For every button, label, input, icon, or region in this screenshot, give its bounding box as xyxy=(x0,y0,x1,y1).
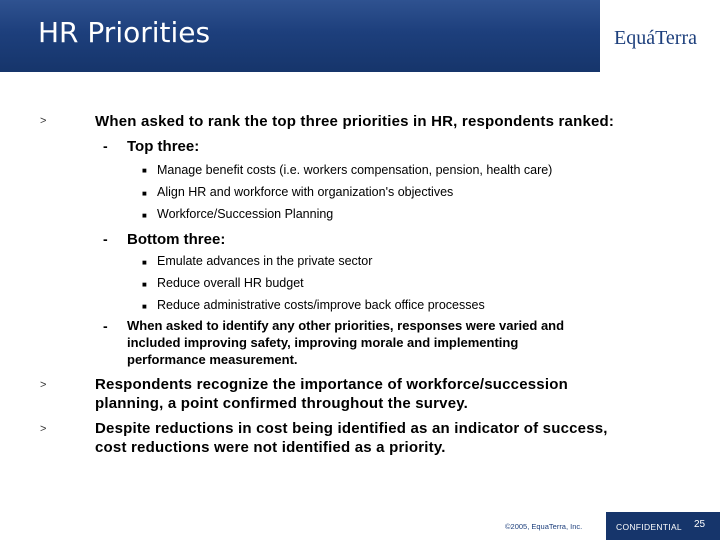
copyright-text: ©2005, EquaTerra, Inc. xyxy=(505,522,583,531)
square-marker: ■ xyxy=(142,211,147,220)
list-item: Reduce overall HR budget xyxy=(157,276,304,290)
slide-title: HR Priorities xyxy=(38,16,211,49)
square-marker: ■ xyxy=(142,280,147,289)
sub-bullet-text: performance measurement. xyxy=(127,352,298,367)
bullet-text: cost reductions were not identified as a priority. xyxy=(95,439,446,456)
list-item: Emulate advances in the private sector xyxy=(157,254,373,268)
list-item: Align HR and workforce with organization's objectives xyxy=(157,185,454,199)
page-number: 25 xyxy=(694,519,706,530)
logo-text: EquáTerra xyxy=(614,27,697,49)
sub-bullet-marker: - xyxy=(103,318,108,334)
bullet-marker: > xyxy=(40,379,47,391)
sub-bullet-text: included improving safety, improving morale and implementing xyxy=(127,335,519,350)
sub-bullet-label: Top three: xyxy=(127,138,200,155)
sub-bullet-text: When asked to identify any other priorities, responses were varied and xyxy=(127,318,565,333)
square-marker: ■ xyxy=(142,302,147,311)
bullet-text: Respondents recognize the importance of workforce/succession xyxy=(95,376,568,393)
bullet-text: planning, a point confirmed throughout the survey. xyxy=(95,395,469,412)
square-marker: ■ xyxy=(142,258,147,267)
list-item: Manage benefit costs (i.e. workers compensation, pension, health care) xyxy=(157,163,553,177)
title-bar xyxy=(0,0,600,72)
sub-bullet-marker: - xyxy=(103,231,108,247)
equaterra-logo xyxy=(614,22,710,52)
bullet-text: When asked to rank the top three priorities in HR, respondents ranked: xyxy=(95,113,615,130)
square-marker: ■ xyxy=(142,166,147,175)
bullet-text: Despite reductions in cost being identified as an indicator of success, xyxy=(95,420,608,437)
sub-bullet-label: Bottom three: xyxy=(127,231,226,248)
bullet-marker: > xyxy=(40,115,47,127)
square-marker: ■ xyxy=(142,189,147,198)
confidential-label: CONFIDENTIAL xyxy=(616,522,682,532)
sub-bullet-marker: - xyxy=(103,138,108,154)
list-item: Workforce/Succession Planning xyxy=(157,207,334,221)
bullet-marker: > xyxy=(40,423,47,435)
list-item: Reduce administrative costs/improve back office processes xyxy=(157,298,485,312)
